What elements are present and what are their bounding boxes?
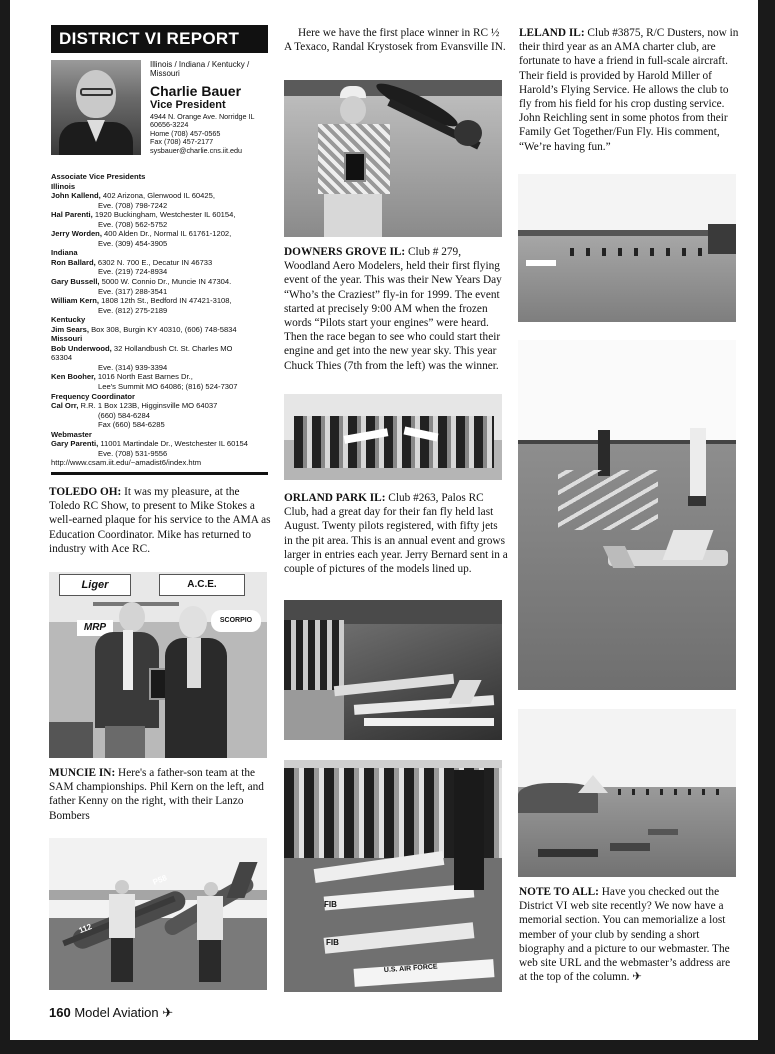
associate-entry	[51, 229, 273, 239]
associate-name: Gary Parenti,	[51, 439, 99, 449]
associate-phone: Eve. (219) 724-8934	[98, 267, 168, 277]
jet-marking-1: FIB	[324, 900, 337, 909]
tail-112: 112	[77, 922, 93, 936]
associate-vp-list	[51, 172, 273, 468]
district-states: Illinois / Indiana / Kentucky / Missouri	[150, 60, 250, 78]
section-divider	[51, 472, 268, 475]
associate-phone: Lee's Summit MO 64086; (816) 524-7307	[98, 382, 238, 392]
story-body: Here's a father-son team at the SAM championships. Phil Kern on the left, and father Kenny on the right, with their Lanzo Bombers	[49, 767, 264, 822]
associate-name: Jerry Worden,	[51, 229, 102, 239]
photo-leland-field-2	[518, 709, 736, 877]
associate-region-heading: Webmaster	[51, 429, 92, 439]
associate-name: Jim Sears,	[51, 324, 89, 334]
sign-mrp: MRP	[77, 620, 113, 636]
vp-portrait-photo	[51, 60, 141, 155]
associate-name: John Kallend,	[51, 191, 101, 201]
story-lead: NOTE TO ALL:	[519, 886, 599, 898]
photo-orland-jets-1	[284, 600, 502, 740]
associate-region-heading: Illinois	[51, 181, 76, 191]
story-body: Club # 279, Woodland Aero Modelers, held their first flying event of the year. This was their New Years Day “Who’s the Craziest” fly-in for 1999. The event started at precisely 9:00 AM when the frozen words “Pilots start your engines” were heard. Then the race began to see who could start their engine and get into the new year sky. This year Chuck Thies (7th from the left) was the winner.	[284, 246, 502, 372]
associate-region-heading: Kentucky	[51, 315, 86, 325]
associate-line: 63304	[51, 353, 73, 363]
sign-ace: A.C.E.	[159, 574, 245, 596]
story-leland	[519, 26, 741, 154]
associate-phone: Eve. (708) 531-9556	[98, 448, 168, 458]
associate-phone: Fax (660) 584-6285	[98, 420, 165, 430]
associate-entry	[51, 277, 273, 287]
associate-phone: Eve. (708) 562-5752	[98, 219, 168, 229]
associate-region-heading: Frequency Coordinator	[51, 391, 135, 401]
vp-address-line-1: 4944 N. Orange Ave. Norridge IL	[150, 112, 255, 121]
associate-name: Gary Bussell,	[51, 277, 100, 287]
associate-heading: Associate Vice Presidents	[51, 172, 146, 181]
sign-liger: Liger	[59, 574, 131, 596]
tail-p58: P58	[151, 873, 169, 887]
district-banner: DISTRICT VI REPORT	[51, 25, 268, 53]
story-lead: LELAND IL:	[519, 27, 585, 39]
associate-phone: (660) 584-6284	[98, 410, 150, 420]
associate-entry	[51, 372, 273, 382]
photo-downers-group	[284, 394, 502, 480]
associate-phone: Eve. (317) 288-3541	[98, 286, 168, 296]
page-folio	[49, 1005, 173, 1021]
associate-address: 6302 N. 700 E., Decatur IN 46733	[95, 257, 213, 267]
associate-region-heading: Indiana	[51, 248, 78, 258]
associate-address: Box 308, Burgin KY 40310, (606) 748-5834	[89, 324, 237, 334]
associate-phone: Eve. (812) 275-2189	[98, 305, 168, 315]
story-toledo	[49, 485, 273, 556]
webmaster-url-link[interactable]: http://www.csam.iit.edu/~amadist6/index.htm	[51, 458, 202, 468]
associate-address: 402 Arizona, Glenwood IL 60425,	[100, 191, 215, 201]
jet-marking-2: FIB	[326, 938, 339, 947]
story-intro	[284, 26, 506, 54]
associate-phone: Eve. (708) 798-7242	[98, 200, 168, 210]
magazine-name: Model Aviation	[74, 1005, 159, 1020]
story-body: Club #3875, R/C Dusters, now in their third year as an AMA charter club, are fortunate to have a friend in full-scale aircraft. Their field is provided by Harold Miller of Harold’s Flying Service. He allows the club to fly from his field for his crop dusting service. John Reichling sent in some photos from their Family Get Together/Fun Fly. His comment, “We’re having fun.”	[519, 27, 739, 153]
story-body: It was my pleasure, at the Toledo RC Show, to present to Mike Stokes a well-earned plaque for his service to the AMA as Education Coordinator. Mike has returned to industry with Ace RC.	[49, 486, 271, 555]
airplane-icon: ✈	[162, 1005, 174, 1020]
story-note-to-all	[519, 885, 741, 984]
vp-home-phone: Home (708) 457-0565	[150, 128, 221, 138]
associate-entry	[51, 210, 273, 220]
page-number: 160	[49, 1005, 71, 1020]
sign-scorpio: SCORPIO	[211, 610, 261, 632]
story-body: Have you checked out the District VI web site recently? We now have a memorial section. You can memorialize a lost member of your club by sending a short biography and a picture to our webmaster. The web site URL and the webmaster’s address are at the top of the column. ✈	[519, 886, 731, 984]
associate-address: 1920 Buckingham, Westchester IL 60154,	[92, 210, 236, 220]
photo-texaco-winner	[284, 80, 502, 237]
photo-orland-jets-2	[284, 760, 502, 992]
photo-leland-field-1	[518, 174, 736, 322]
photo-leland-lineup	[518, 340, 736, 690]
photo-muncie-bombers	[49, 838, 267, 990]
associate-entry	[51, 439, 273, 449]
associate-entry	[51, 401, 273, 411]
story-body: Club #263, Palos RC Club, had a great day for their fan fly held last August. Twenty pilots registered, with fifty jets in the pit area. This is an annual event and grows larger in entries each year. Jerry Bernard sent in a couple of pictures of the models lined up.	[284, 492, 508, 576]
story-lead: DOWNERS GROVE IL:	[284, 246, 406, 258]
vp-fax: Fax (708) 457-2177	[150, 137, 214, 147]
associate-address: 400 Alden Dr., Normal IL 61761-1202,	[101, 229, 232, 239]
photo-toledo-plaque	[49, 572, 267, 758]
vp-name: Charlie Bauer	[150, 83, 242, 99]
story-lead: TOLEDO OH:	[49, 486, 122, 498]
associate-entry	[51, 258, 273, 268]
associate-address: 1808 12th St., Bedford IN 47421-3108,	[99, 296, 232, 306]
associate-name: Hal Parenti,	[51, 210, 93, 220]
vp-title: Vice President	[150, 99, 226, 111]
associate-address: 5000 W. Connio Dr., Muncie IN 47304.	[99, 277, 232, 287]
associate-address: 32 Hollandbush Ct. St. Charles MO	[111, 343, 233, 353]
story-lead: ORLAND PARK IL:	[284, 492, 386, 504]
associate-name: Cal Orr,	[51, 401, 79, 411]
story-body: Here we have the first place winner in RC ½ A Texaco, Randal Krystosek from Evansville IN.	[284, 27, 506, 54]
associate-phone: Eve. (314) 939-3394	[98, 362, 168, 372]
vp-email[interactable]: sysbauer@charlie.cns.iit.edu	[150, 145, 242, 155]
associate-entry	[51, 344, 273, 354]
associate-name: Ron Ballard,	[51, 257, 96, 267]
associate-entry	[51, 325, 273, 335]
associate-entry	[51, 191, 273, 201]
associate-address: 1016 North East Barnes Dr.,	[95, 372, 193, 382]
associate-entry	[51, 296, 273, 306]
vp-contact	[150, 113, 272, 155]
associate-name: William Kern,	[51, 296, 100, 306]
associate-address: R.R. 1 Box 123B, Higginsville MO 64037	[78, 401, 218, 411]
story-downers-grove	[284, 245, 508, 373]
associate-region-heading: Missouri	[51, 334, 83, 344]
jet-marking-3: U.S. AIR FORCE	[383, 963, 438, 975]
vp-address-line-2: 60656-3224	[150, 120, 189, 130]
story-orland-park	[284, 491, 508, 576]
associate-name: Ken Booher,	[51, 372, 96, 382]
associate-phone: Eve. (309) 454-3905	[98, 238, 168, 248]
associate-name: Bob Underwood,	[51, 343, 112, 353]
story-muncie	[49, 766, 273, 823]
associate-address: 11001 Martindale Dr., Westchester IL 60154	[98, 439, 248, 449]
story-lead: MUNCIE IN:	[49, 767, 116, 779]
magazine-page	[10, 0, 758, 1040]
